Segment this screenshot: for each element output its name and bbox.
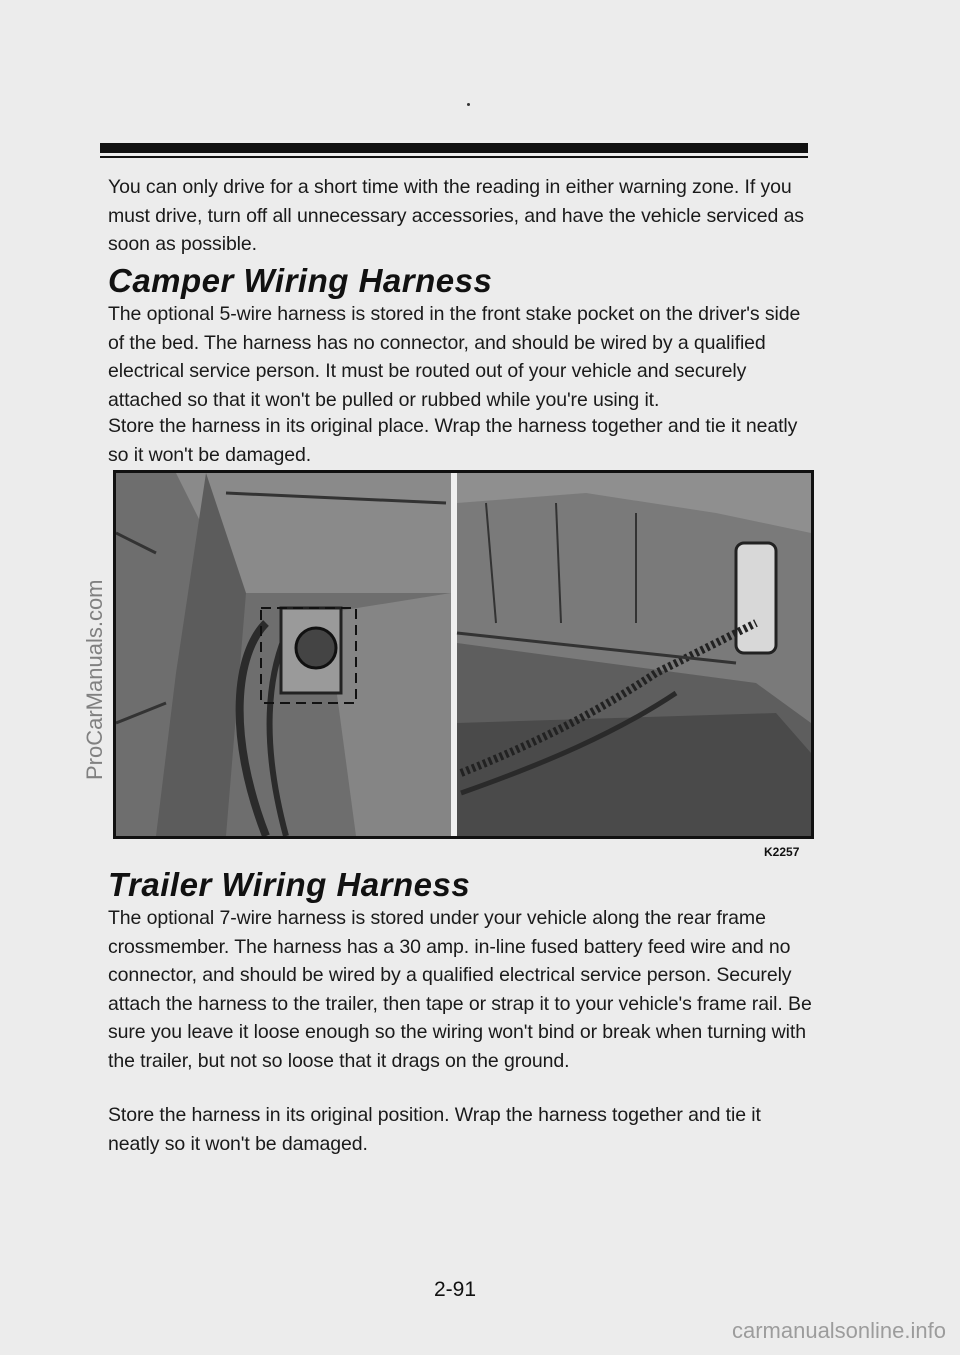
top-rule-thick <box>100 143 808 153</box>
trailer-paragraph-2: Store the harness in its original position. Wrap the harness together and tie it neatly so it won't be damaged. <box>108 1104 761 1155</box>
print-speck <box>467 103 470 106</box>
intro-paragraph: You can only drive for a short time with the reading in either warning zone. If you must drive, turn off all unnecessary accessories, and have the vehicle serviced as soon as possible. <box>108 176 804 255</box>
trailer-paragraph-1: The optional 7-wire harness is stored under your vehicle along the rear frame crossmember. The harness has a 30 amp. in-line fused battery feed wire and no connector, and should be wired by a qualified electrical service person. Securely attach the harness to the trailer, then tape or strap it to your vehicle's frame rail. Be sure you leave it loose enough so the wiring won't bind or break when turning with the trailer, but not so loose that it drags on the ground. <box>108 907 812 1072</box>
watermark-bottom: carmanualsonline.info <box>731 1318 946 1343</box>
top-rule-thin <box>100 156 808 158</box>
page-number: 2-91 <box>434 1278 477 1301</box>
camper-paragraph-2: Store the harness in its original place. Wrap the harness together and tie it neatly so it won't be damaged. <box>108 415 798 466</box>
harness-drawing <box>116 473 811 836</box>
figure-code: K2257 <box>764 845 800 859</box>
watermark-left: ProCarManuals.com <box>82 579 107 780</box>
camper-heading: Camper Wiring Harness <box>108 262 493 299</box>
trailer-heading: Trailer Wiring Harness <box>108 866 471 903</box>
harness-illustration <box>113 470 814 839</box>
camper-paragraph-1: The optional 5-wire harness is stored in the front stake pocket on the driver's side of the bed. The harness has no connector, and should be wired by a qualified electrical service person. It must be routed out of your vehicle and securely attached so that it won't be pulled or rubbed while you're using it. <box>108 303 801 411</box>
